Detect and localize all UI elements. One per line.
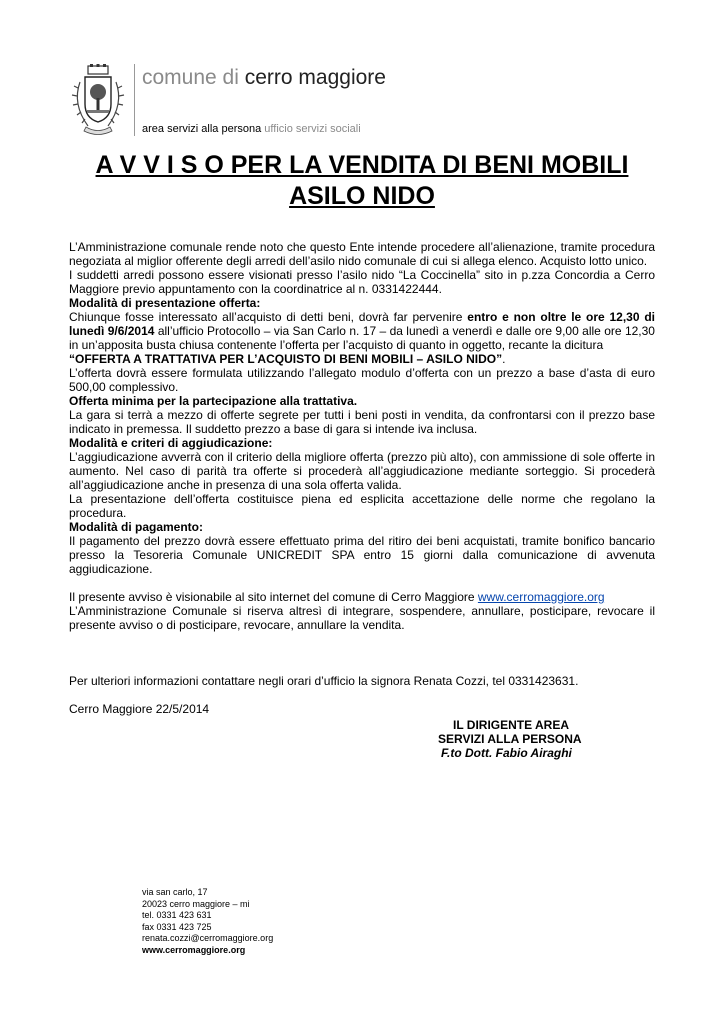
submission-text-2: all’ufficio Protocollo – via San Carlo n. 17 – da lunedì a venerdì e dalle ore 9,00 alle ore 12,30 in un’apposita busta chiusa contenente l’offerta per l’acquisto di quanto in oggetto, recante la dicitura — [69, 324, 655, 352]
signature-title: IL DIRIGENTE AREA — [453, 718, 570, 732]
signature-name: F.to Dott. Fabio Airaghi — [441, 746, 572, 760]
paragraph-intro: L’Amministrazione comunale rende noto che questo Ente intende procedere all’alienazione, tramite procedura negoziata al miglior offerente degli arredi dell’asilo nido comunale di cui si allega elenco. Acquisto lotto unico. — [69, 240, 655, 268]
municipality-name — [142, 66, 386, 90]
footer-city: 20023 cerro maggiore – mi — [142, 898, 250, 909]
paragraph-contact: Per ulteriori informazioni contattare negli orari d’ufficio la signora Renata Cozzi, tel 0331423631. — [69, 674, 579, 688]
footer-website: www.cerromaggiore.org — [142, 944, 246, 955]
footer-address: via san carlo, 17 — [142, 887, 208, 897]
paragraph-award: L’aggiudicazione avverrà con il criterio della migliore offerta (prezzo più alto), con ammissione di sole offerte in aumento. Nel caso di parità tra offerte si procederà all’aggiudicazione mediante sorteggio. Si procederà all’aggiudicazione anche in presenza di una sola offerta valida. — [69, 450, 655, 492]
paragraph-acceptance: La presentazione dell’offerta costituisce piena ed esplicita accettazione delle norme che regolano la procedura. — [69, 492, 655, 520]
submission-text-3: . — [502, 352, 506, 366]
submission-deadline: entro e non oltre le ore 12,30 di lunedì 9/6/2014 — [69, 310, 655, 338]
website-text: Il presente avviso è visionabile al sito internet del comune di Cerro Maggiore — [69, 590, 475, 604]
paragraph-viewing: I suddetti arredi possono essere visionati presso l’asilo nido “La Coccinella” sito in p.zza Concordia a Cerro Maggiore previo appuntamento con la coordinatrice al n. 0331422444. — [69, 268, 655, 296]
footer-tel: tel. 0331 423 631 — [142, 910, 212, 920]
footer-email: renata.cozzi@cerromaggiore.org — [142, 933, 274, 943]
notice-body — [69, 240, 655, 716]
municipal-crest-logo — [68, 64, 128, 136]
notice-date: Cerro Maggiore 22/5/2014 — [69, 702, 210, 716]
footer-fax: fax 0331 423 725 — [142, 921, 212, 932]
heading-award-criteria: Modalità e criteri di aggiudicazione: — [69, 436, 273, 450]
title-line-2: ASILO NIDO — [289, 182, 435, 210]
signature-block — [438, 718, 582, 760]
notice-title — [40, 150, 684, 212]
paragraph-payment: Il pagamento del prezzo dovrà essere effettuato prima del ritiro dei beni acquistati, tramite bonifico bancario presso la Tesoreria Comunale UNICREDIT SPA entro 15 giorni dalla comunicazione di avvenuta aggiudicazione. — [69, 534, 655, 576]
title-line-1: A V V I S O PER LA VENDITA DI BENI MOBILI — [95, 151, 629, 179]
paragraph-website — [69, 590, 655, 604]
heading-minimum-offer: Offerta minima per la partecipazione alla trattativa. — [69, 394, 358, 408]
header-divider — [134, 64, 135, 136]
website-link[interactable]: www.cerromaggiore.org — [477, 590, 605, 604]
submission-text-1: Chiunque fosse interessato all’acquisto di detti beni, dovrà far pervenire — [69, 310, 463, 324]
area-label: area servizi alla persona — [142, 123, 262, 135]
department-line — [142, 123, 361, 135]
brand-name: cerro maggiore — [244, 66, 386, 89]
office-label: ufficio servizi sociali — [264, 123, 361, 135]
paragraph-submission — [69, 310, 655, 366]
footer-contacts — [142, 887, 273, 956]
heading-offer-submission: Modalità di presentazione offerta: — [69, 296, 261, 310]
paragraph-reserve: L’Amministrazione Comunale si riserva altresì di integrare, sospendere, annullare, posticipare, revocare il presente avviso o di posticipare, revocare, annullare la vendita. — [69, 604, 655, 632]
paragraph-tender: La gara si terrà a mezzo di offerte segrete per tutti i beni posti in vendita, da confrontarsi con il prezzo base indicato in premessa. Il suddetto prezzo a base di gara si intende iva inclusa. — [69, 408, 655, 436]
signature-department: SERVIZI ALLA PERSONA — [438, 732, 582, 746]
paragraph-offer-form: L’offerta dovrà essere formulata utilizzando l’allegato modulo d’offerta con un prezzo a base d’asta di euro 500,00 complessivo. — [69, 366, 655, 394]
brand-prefix: comune di — [142, 66, 239, 89]
envelope-label: “OFFERTA A TRATTATIVA PER L’ACQUISTO DI BENI MOBILI – ASILO NIDO” — [69, 352, 503, 366]
heading-payment: Modalità di pagamento: — [69, 520, 204, 534]
